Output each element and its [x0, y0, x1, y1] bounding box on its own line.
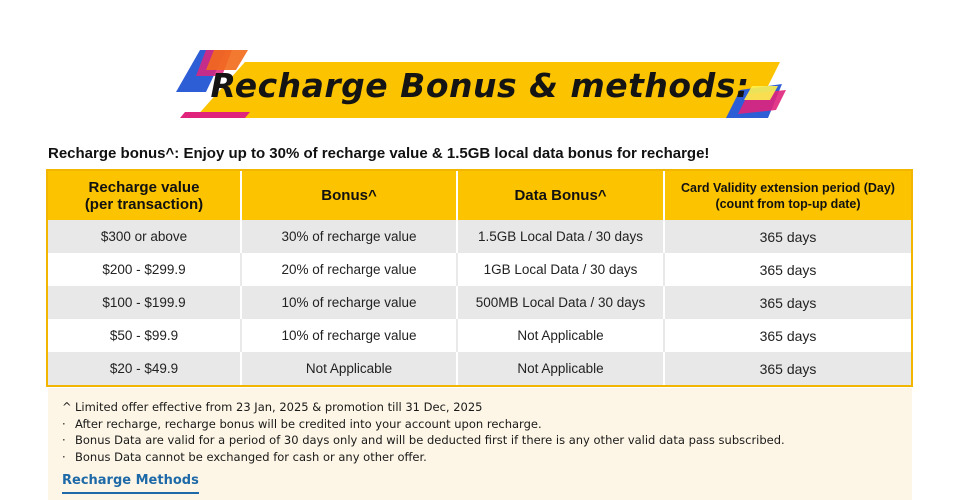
header-label: Data Bonus^: [514, 187, 607, 204]
cell-recharge-value: $50 - $99.9: [48, 319, 241, 352]
table-row: [48, 220, 911, 253]
cell-data-bonus: Not Applicable: [457, 319, 664, 352]
note-bullet: ·: [62, 433, 66, 447]
recharge-bonus-subtitle: Recharge bonus^: Enjoy up to 30% of recharge value & 1.5GB local data bonus for recharge!: [48, 145, 710, 162]
cell-bonus: Not Applicable: [241, 352, 457, 385]
header-bonus: [241, 171, 457, 220]
cell-data-bonus: 1.5GB Local Data / 30 days: [457, 220, 664, 253]
cell-bonus: 30% of recharge value: [241, 220, 457, 253]
table-row: [48, 286, 911, 319]
cell-validity: 365 days: [664, 253, 911, 286]
header-sublabel: (count from top-up date): [715, 196, 861, 211]
banner-title: Recharge Bonus & methods:: [210, 66, 750, 105]
table-row: [48, 319, 911, 352]
cell-recharge-value: $200 - $299.9: [48, 253, 241, 286]
cell-validity: 365 days: [664, 319, 911, 352]
header-sublabel: (per transaction): [84, 195, 204, 213]
note-text: Limited offer effective from 23 Jan, 2025 & promotion till 31 Dec, 2025: [75, 400, 483, 414]
header-card-validity: [664, 171, 911, 220]
banner-graphic: [0, 0, 960, 130]
header-label: Card Validity extension period (Day): [681, 180, 895, 195]
table-row: [48, 253, 911, 286]
note-item: [62, 449, 912, 466]
header-data-bonus: [457, 171, 664, 220]
cell-bonus: 10% of recharge value: [241, 319, 457, 352]
cell-validity: 365 days: [664, 286, 911, 319]
terms-notes: [48, 388, 912, 500]
note-bullet: ·: [62, 449, 66, 464]
header-label: Recharge value: [88, 178, 200, 196]
table-row: [48, 352, 911, 385]
note-bullet: ^: [62, 400, 72, 414]
cell-data-bonus: 1GB Local Data / 30 days: [457, 253, 664, 286]
note-text: Bonus Data cannot be exchanged for cash or any other offer.: [75, 449, 427, 464]
cell-recharge-value: $300 or above: [48, 220, 241, 253]
cell-bonus: 10% of recharge value: [241, 286, 457, 319]
note-item: [62, 432, 912, 449]
cell-validity: 365 days: [664, 352, 911, 385]
note-item: [62, 416, 912, 433]
note-text: After recharge, recharge bonus will be credited into your account upon recharge.: [75, 416, 542, 431]
cell-recharge-value: $20 - $49.9: [48, 352, 241, 385]
header-recharge-value: [48, 171, 241, 220]
cell-data-bonus: Not Applicable: [457, 352, 664, 385]
promo-banner: [0, 0, 960, 130]
note-text: Bonus Data are valid for a period of 30 days only and will be deducted first if there is any other valid data pass subscribed.: [75, 433, 785, 447]
note-item: [62, 399, 912, 416]
cell-data-bonus: 500MB Local Data / 30 days: [457, 286, 664, 319]
note-bullet: ·: [62, 416, 66, 431]
cell-recharge-value: $100 - $199.9: [48, 286, 241, 319]
cell-validity: 365 days: [664, 220, 911, 253]
header-label: Bonus^: [321, 187, 377, 204]
cell-bonus: 20% of recharge value: [241, 253, 457, 286]
recharge-bonus-table: [46, 169, 913, 387]
recharge-methods-tab[interactable]: Recharge Methods: [62, 473, 199, 494]
table-header-row: [48, 171, 911, 220]
